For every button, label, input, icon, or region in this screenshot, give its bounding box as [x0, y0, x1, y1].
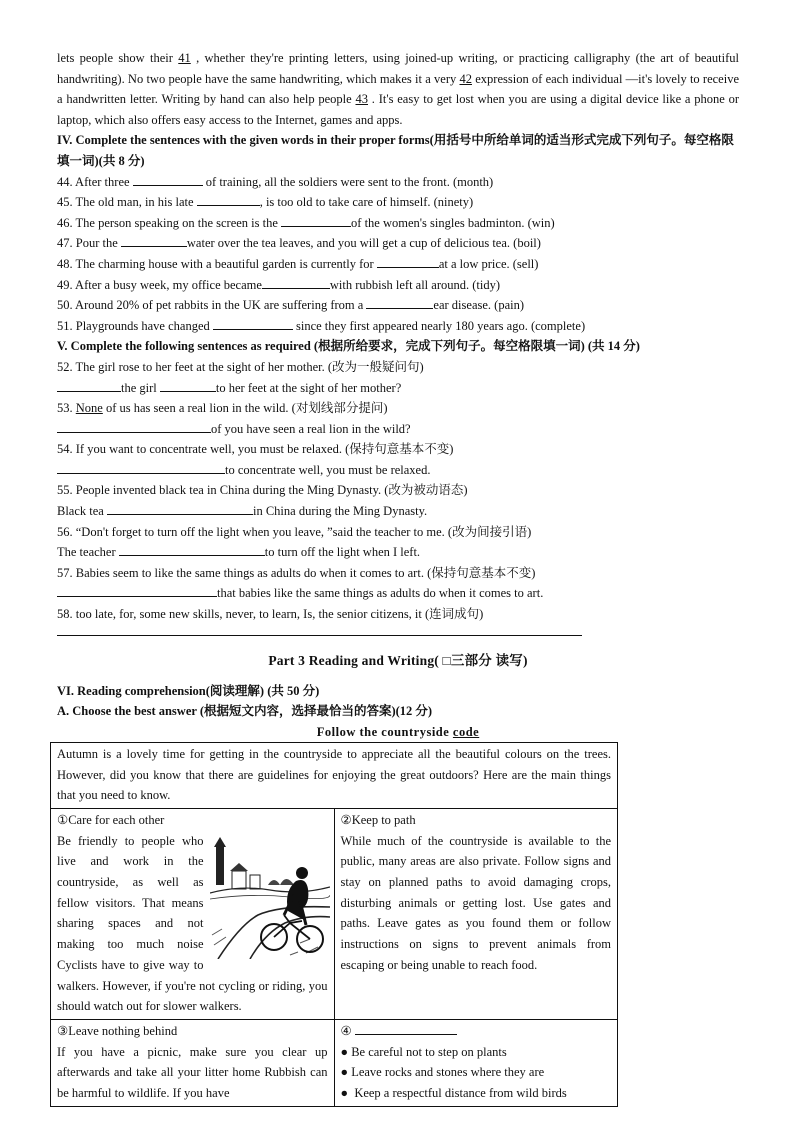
answer-blank[interactable] [377, 255, 439, 268]
section-vi-heading: VI. Reading comprehension(阅读理解) (共 50 分) [57, 683, 320, 698]
answer-blank[interactable] [281, 214, 351, 227]
question-56: 56. “Don't forget to turn off the light when you leave, ”said the teacher to me. (改为间接引语) [57, 524, 532, 539]
question-52: 52. The girl rose to her feet at the sight of her mother. (改为一般疑问句) [57, 359, 424, 374]
section-v-heading: V. Complete the following sentences as required (根据所给要求，完成下列句子。每空格限填一词) (共 14 分) [57, 339, 640, 354]
answer-58-line[interactable] [57, 625, 582, 636]
section-v-items [57, 357, 739, 636]
cell-title: ④ [341, 1021, 612, 1042]
intro-cell: Autumn is a lovely time for getting in the countryside to appreciate all the beautiful colours on the trees. However, did you know that there are guidelines for enjoying the great outdoors? Here are the main things that you need to know. [51, 742, 618, 808]
question-45: 45. The old man, in his late , is too old to take care of himself. (ninety) [57, 195, 474, 210]
blank-43: 43 [355, 92, 368, 107]
answer-57: that babies like the same things as adults do when it comes to art. [57, 583, 739, 604]
answer-blank[interactable] [160, 379, 216, 392]
cell-body: If you have a picnic, make sure you clear up afterwards and take all your litter home Rubbish can be harmful to wildlife. If you have [57, 1044, 328, 1101]
answer-blank[interactable] [107, 502, 253, 515]
answer-blank[interactable] [355, 1022, 457, 1035]
answer-blank[interactable] [57, 461, 225, 474]
answer-blank[interactable] [262, 276, 330, 289]
answer-blank[interactable] [119, 543, 265, 556]
section-iv-heading: IV. Complete the sentences with the given words in their proper forms(用括号中所给单词的适当形式完成下列句子。每空格限填一词)(共 8 分) [57, 133, 734, 168]
answer-blank[interactable] [213, 317, 293, 330]
question-49: 49. After a busy week, my office became with rubbish left all around. (tidy) [57, 277, 501, 292]
heading-blank-cell [334, 1019, 618, 1106]
answer-blank[interactable] [121, 234, 187, 247]
answer-53: of you have seen a real lion in the wild? [57, 419, 739, 440]
care-cell [51, 808, 335, 1019]
answer-56: The teacher to turn off the light when I left. [57, 545, 421, 560]
cell-title: ②Keep to path [340, 812, 416, 827]
cyclist-illustration-icon [210, 835, 330, 959]
question-50: 50. Around 20% of pet rabbits in the UK are suffering from a ear disease. (pain) [57, 298, 524, 313]
question-44: 44. After three of training, all the soldiers were sent to the front. (month) [57, 174, 494, 189]
cell-body: Be friendly to people who live and work in the countryside, as well as fellow visitors. That means sharing spaces and not making too much noise Cyclists have to give way to walkers. However, if you're not cycling or riding, you should watch out for slower walkers. [57, 833, 328, 1014]
exam-page [57, 48, 739, 1107]
section-iv-items [57, 172, 739, 337]
blank-41: 41 [178, 51, 191, 65]
answer-blank[interactable] [197, 193, 260, 206]
cell-title: ①Care for each other [57, 812, 165, 827]
answer-blank[interactable] [366, 296, 433, 309]
question-51: 51. Playgrounds have changed since they first appeared nearly 180 years ago. (complete) [57, 318, 586, 333]
leave-nothing-cell [51, 1019, 335, 1106]
question-57: 57. Babies seem to like the same things as adults do when it comes to art. (保持句意基本不变) [57, 565, 536, 580]
question-54: 54. If you want to concentrate well, you must be relaxed. (保持句意基本不变) [57, 442, 454, 457]
path-cell [334, 808, 618, 1019]
question-47: 47. Pour the water over the tea leaves, and you will get a cup of delicious tea. (boil) [57, 236, 541, 251]
cell-body: While much of the countryside is available to the public, many areas are also private. Follow signs and stay on planned paths to avoid damaging crops, disturbing animals or getting lost. Use gates and paths. Leave gates as you found them or follow instructions on signs to prevent animals from escaping or being unable to reach food. [340, 833, 611, 972]
question-48: 48. The charming house with a beautiful garden is currently for at a low price. (sell) [57, 256, 539, 271]
part-3-title: Part 3 Reading and Writing( □三部分 读写) [268, 652, 528, 668]
bullet-item: ● Leave rocks and stones where they are [340, 1065, 545, 1080]
bullet-item: ● Be careful not to step on plants [340, 1044, 507, 1059]
reading-table [50, 742, 618, 1107]
answer-blank[interactable] [133, 173, 203, 186]
answer-blank[interactable] [57, 379, 121, 392]
cell-title: ③Leave nothing behind [57, 1023, 178, 1038]
answer-52: the girl to her feet at the sight of her mother? [57, 378, 739, 399]
question-46: 46. The person speaking on the screen is the of the women's singles badminton. (win) [57, 215, 555, 230]
question-58: 58. too late, for, some new skills, never, to learn, Is, the senior citizens, it (连词成句) [57, 607, 484, 622]
answer-54: to concentrate well, you must be relaxed. [57, 460, 739, 481]
section-a-heading: A. Choose the best answer (根据短文内容，选择最恰当的答案)(12 分) [57, 704, 433, 719]
bullet-item: ● Keep a respectful distance from wild birds [340, 1086, 567, 1101]
answer-blank[interactable] [57, 420, 211, 433]
answer-blank[interactable] [57, 584, 217, 597]
cloze-passage: lets people show their 41 , whether they're printing letters, using joined-up writing, or practicing calligraphy (the art of beautiful handwriting). No two people have the same handwriting, which makes it a very 42 expression of each individual —it's lovely to receive a handwritten letter. Writing by hand can also help people 43 . It's easy to get lost when you are using a digital device like a phone or laptop, which also offers easy access to the Internet, games and apps. [57, 51, 740, 127]
blank-42: 42 [459, 71, 472, 86]
question-53: 53. None of us has seen a real lion in the wild. (对划线部分提问) [57, 401, 388, 416]
article-title: Follow the countryside code [316, 724, 480, 739]
question-55: 55. People invented black tea in China during the Ming Dynasty. (改为被动语态) [57, 483, 468, 498]
answer-55: Black tea in China during the Ming Dynasty. [57, 504, 428, 519]
